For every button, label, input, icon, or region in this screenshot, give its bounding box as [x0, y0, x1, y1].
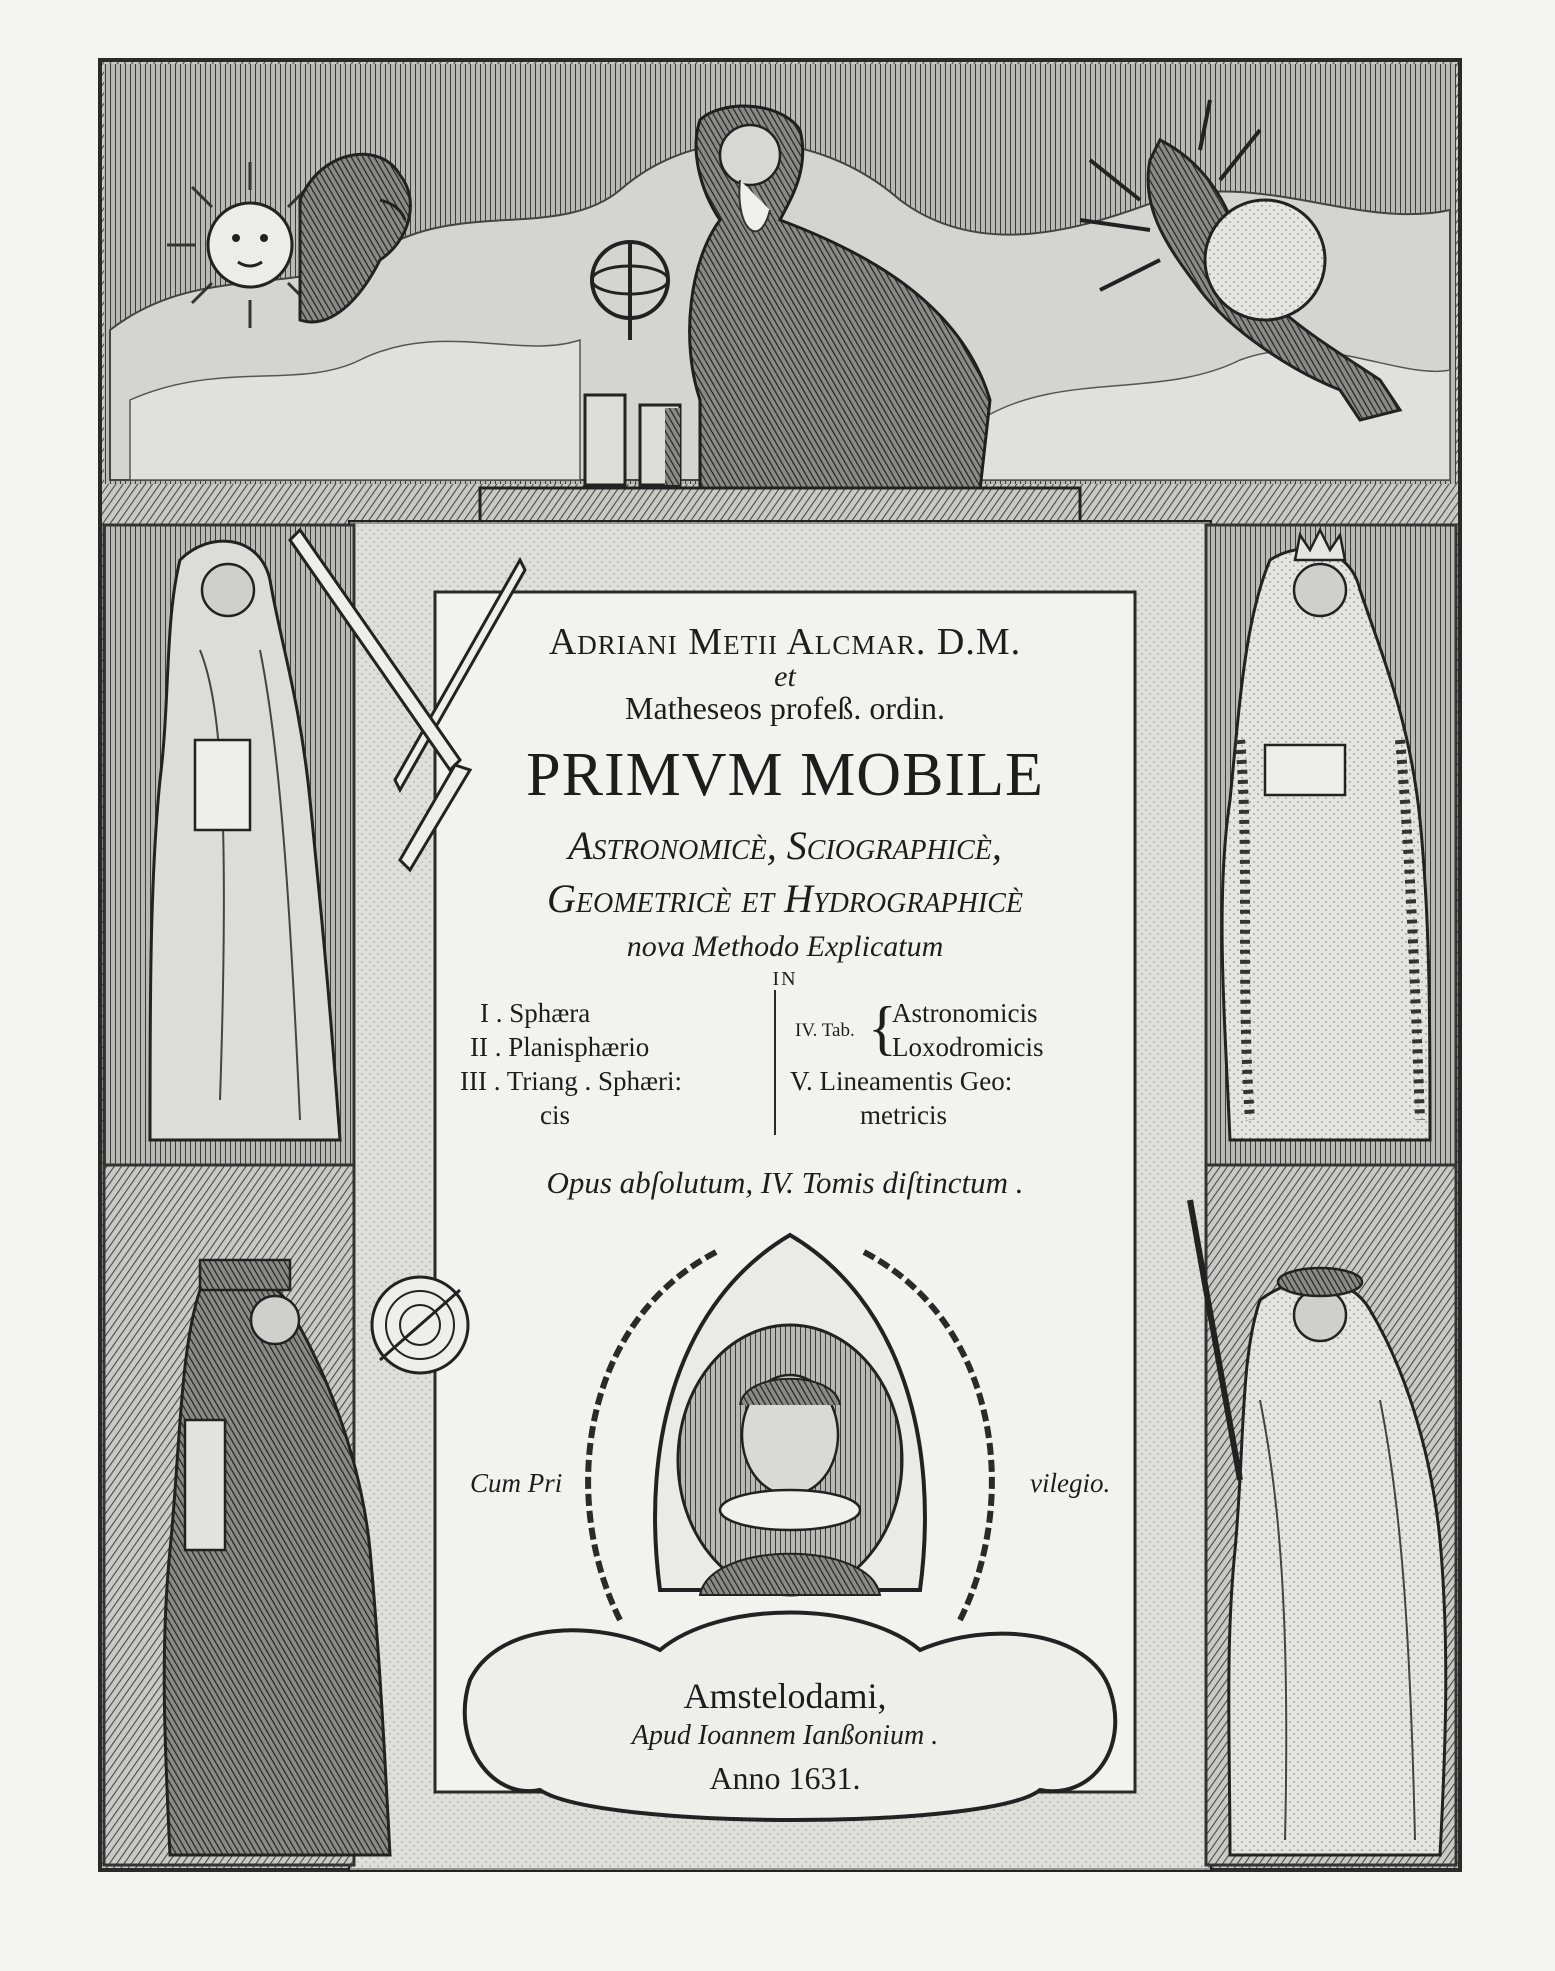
main-title: PRIMVM MOBILE: [526, 741, 1044, 809]
contents-item-2: II . Planisphærio: [470, 1032, 650, 1062]
method-line: nova Methodo Explicatum: [626, 930, 944, 963]
imprint-city: Amstelodami,: [683, 1676, 887, 1716]
conjunction-et: et: [774, 660, 796, 693]
contents-item-3: III . Triang . Sphæri:: [460, 1066, 683, 1096]
author-line: Adriani Metii Alcmar. D.M.: [548, 621, 1022, 663]
contents-tab-label: IV. Tab.: [795, 1020, 855, 1041]
privilege-right: vilegio.: [1030, 1468, 1111, 1498]
subtitle-line-1: Astronomicè, Sciographicè,: [568, 823, 1002, 868]
gentleman-hat: [1278, 1268, 1362, 1296]
opus-line: Opus abſolutum, IV. Tomis diſtinctum .: [546, 1165, 1024, 1200]
contents-divider: [774, 990, 776, 1135]
scholar-cap: [200, 1260, 290, 1290]
subtitle-line-2: Geometricè et Hydrographicè: [547, 876, 1023, 921]
contents-list: [440, 990, 1130, 1140]
contents-item-5-cont: metricis: [860, 1100, 947, 1130]
profession-line: Matheseos profeß. ordin.: [625, 690, 945, 726]
stone-ledge: [480, 488, 1080, 522]
moon-icon: [1205, 200, 1325, 320]
imprint-year: Anno 1631.: [709, 1760, 861, 1796]
contents-brace: {: [868, 995, 897, 1061]
contents-item-1: I . Sphæra: [480, 998, 591, 1028]
imprint-printer: Apud Ioannem Ianßonium .: [631, 1720, 939, 1751]
title-text-block: [440, 600, 1130, 1796]
contents-tab-item-1: Astronomicis: [892, 998, 1038, 1028]
privilege-left: Cum Pri: [470, 1468, 563, 1498]
contents-item-5: V. Lineamentis Geo:: [790, 1066, 1013, 1096]
contents-item-3-cont: cis: [540, 1100, 570, 1130]
contents-tab-item-2: Loxodromicis: [892, 1032, 1044, 1062]
scroll-icon: [185, 1420, 225, 1550]
seated-figure-head: [720, 125, 780, 185]
book-icon: [195, 740, 250, 830]
in-label: IN: [772, 968, 798, 990]
